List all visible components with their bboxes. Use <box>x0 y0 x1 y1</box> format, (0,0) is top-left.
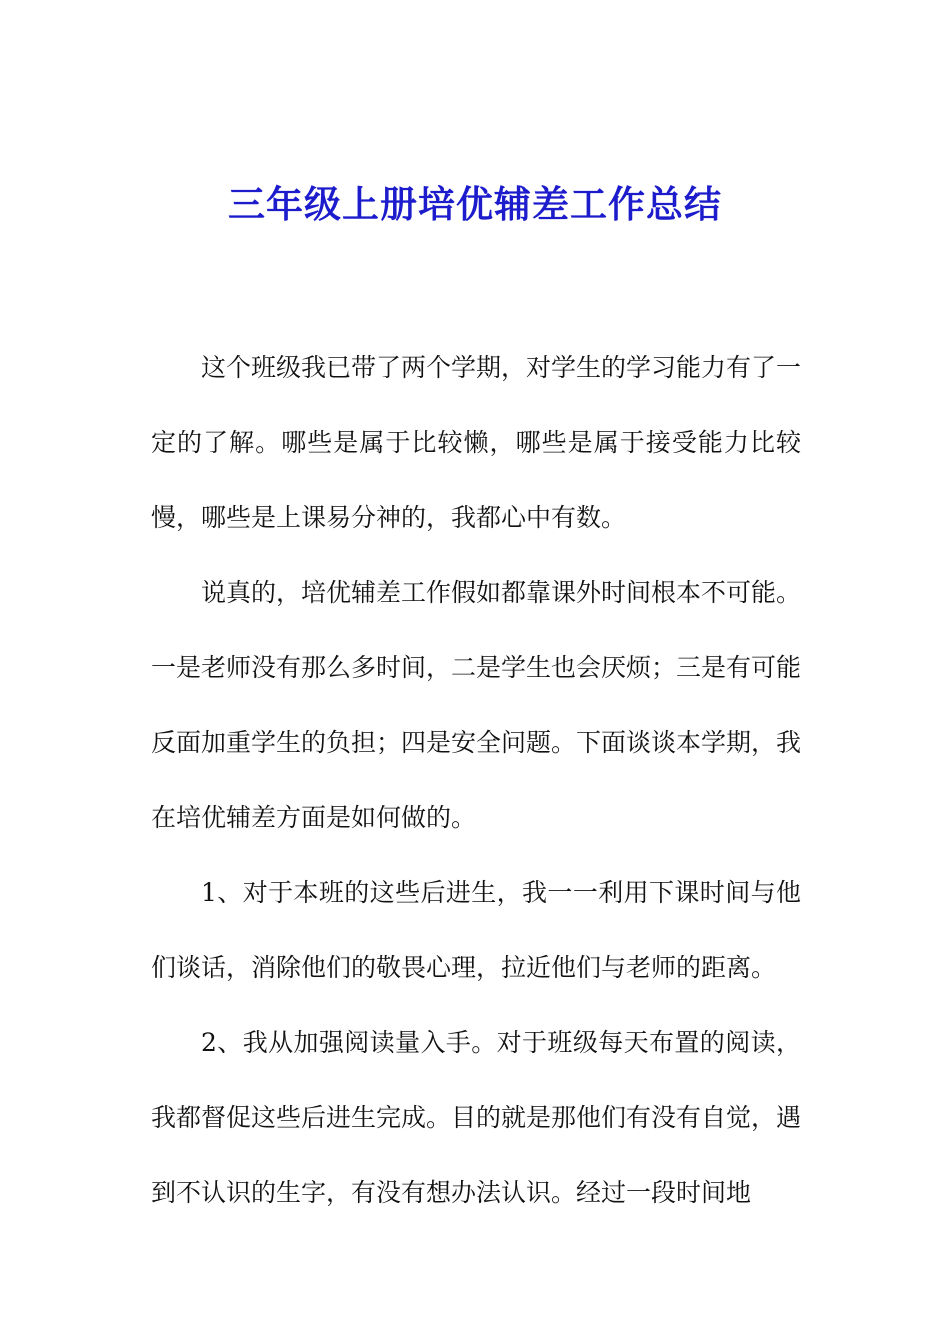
paragraph: 1、对于本班的这些后进生，我一一利用下课时间与他们谈话，消除他们的敬畏心理，拉近他们与老师的距离。 <box>151 878 801 982</box>
paragraph: 2、我从加强阅读量入手。对于班级每天布置的阅读，我都督促这些后进生完成。目的就是那他们有没有自觉，遇到不认识的生字，有没有想办法认识。经过一段时间地 <box>151 1028 802 1207</box>
paragraph: 说真的，培优辅差工作假如都靠课外时间根本不可能。一是老师没有那么多时间，二是学生也会厌烦；三是有可能反面加重学生的负担；四是安全问题。下面谈谈本学期，我在培优辅差方面是如何做的。 <box>151 578 802 832</box>
document-body <box>151 330 801 1230</box>
paragraph: 这个班级我已带了两个学期，对学生的学习能力有了一定的了解。哪些是属于比较懒，哪些是属于接受能力比较慢，哪些是上课易分神的，我都心中有数。 <box>151 353 802 532</box>
document-title: 三年级上册培优辅差工作总结 <box>228 182 722 226</box>
